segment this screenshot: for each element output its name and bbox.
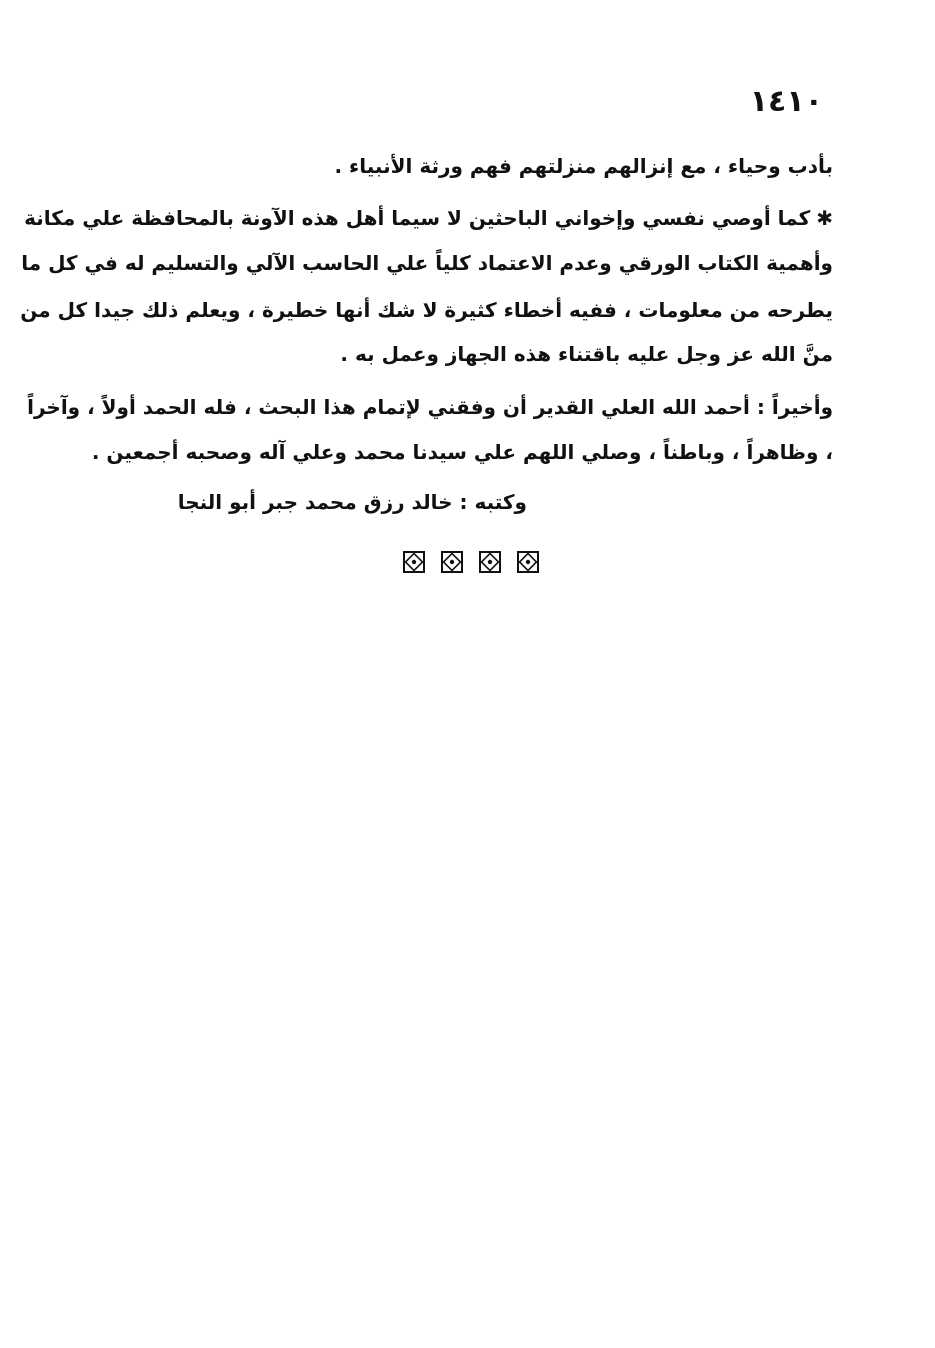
author-signature: وكتبه : خالد رزق محمد جبر أبو النجا <box>177 490 527 514</box>
page-number: ١٤١٠ <box>749 84 823 119</box>
closing-ornaments <box>402 550 546 578</box>
text-line-7: ، وظاهراً ، وباطناً ، وصلي اللهم علي سيدنا محمد وعلي آله وصحبه أجمعين . <box>91 440 833 464</box>
square-knot-ornament-icon <box>478 550 502 574</box>
text-line-4: يطرحه من معلومات ، ففيه أخطاء كثيرة لا شك أنها خطيرة ، ويعلم ذلك جيدا كل من <box>20 298 833 322</box>
square-knot-ornament-icon <box>402 550 426 574</box>
text-line-1: بأدب وحياء ، مع إنزالهم منزلتهم فهم ورثة الأنبياء . <box>334 154 833 178</box>
text-line-5: منَّ الله عز وجل عليه باقتناء هذه الجهاز وعمل به . <box>340 342 833 366</box>
text-line-2 <box>24 198 833 238</box>
text-line-3: وأهمية الكتاب الورقي وعدم الاعتماد كلياً علي الحاسب الآلي والتسليم له في كل ما <box>21 251 833 275</box>
text-line-2-content: كما أوصي نفسي وإخواني الباحثين لا سيما أهل هذه الآونة بالمحافظة علي مكانة <box>24 206 811 230</box>
square-knot-ornament-icon <box>516 550 540 574</box>
text-line-6: وأخيراً : أحمد الله العلي القدير أن وفقني لإتمام هذا البحث ، فله الحمد أولاً ، وآخراً <box>27 395 833 419</box>
square-knot-ornament-icon <box>440 550 464 574</box>
asterisk-bullet-icon: ✱ <box>816 206 833 230</box>
